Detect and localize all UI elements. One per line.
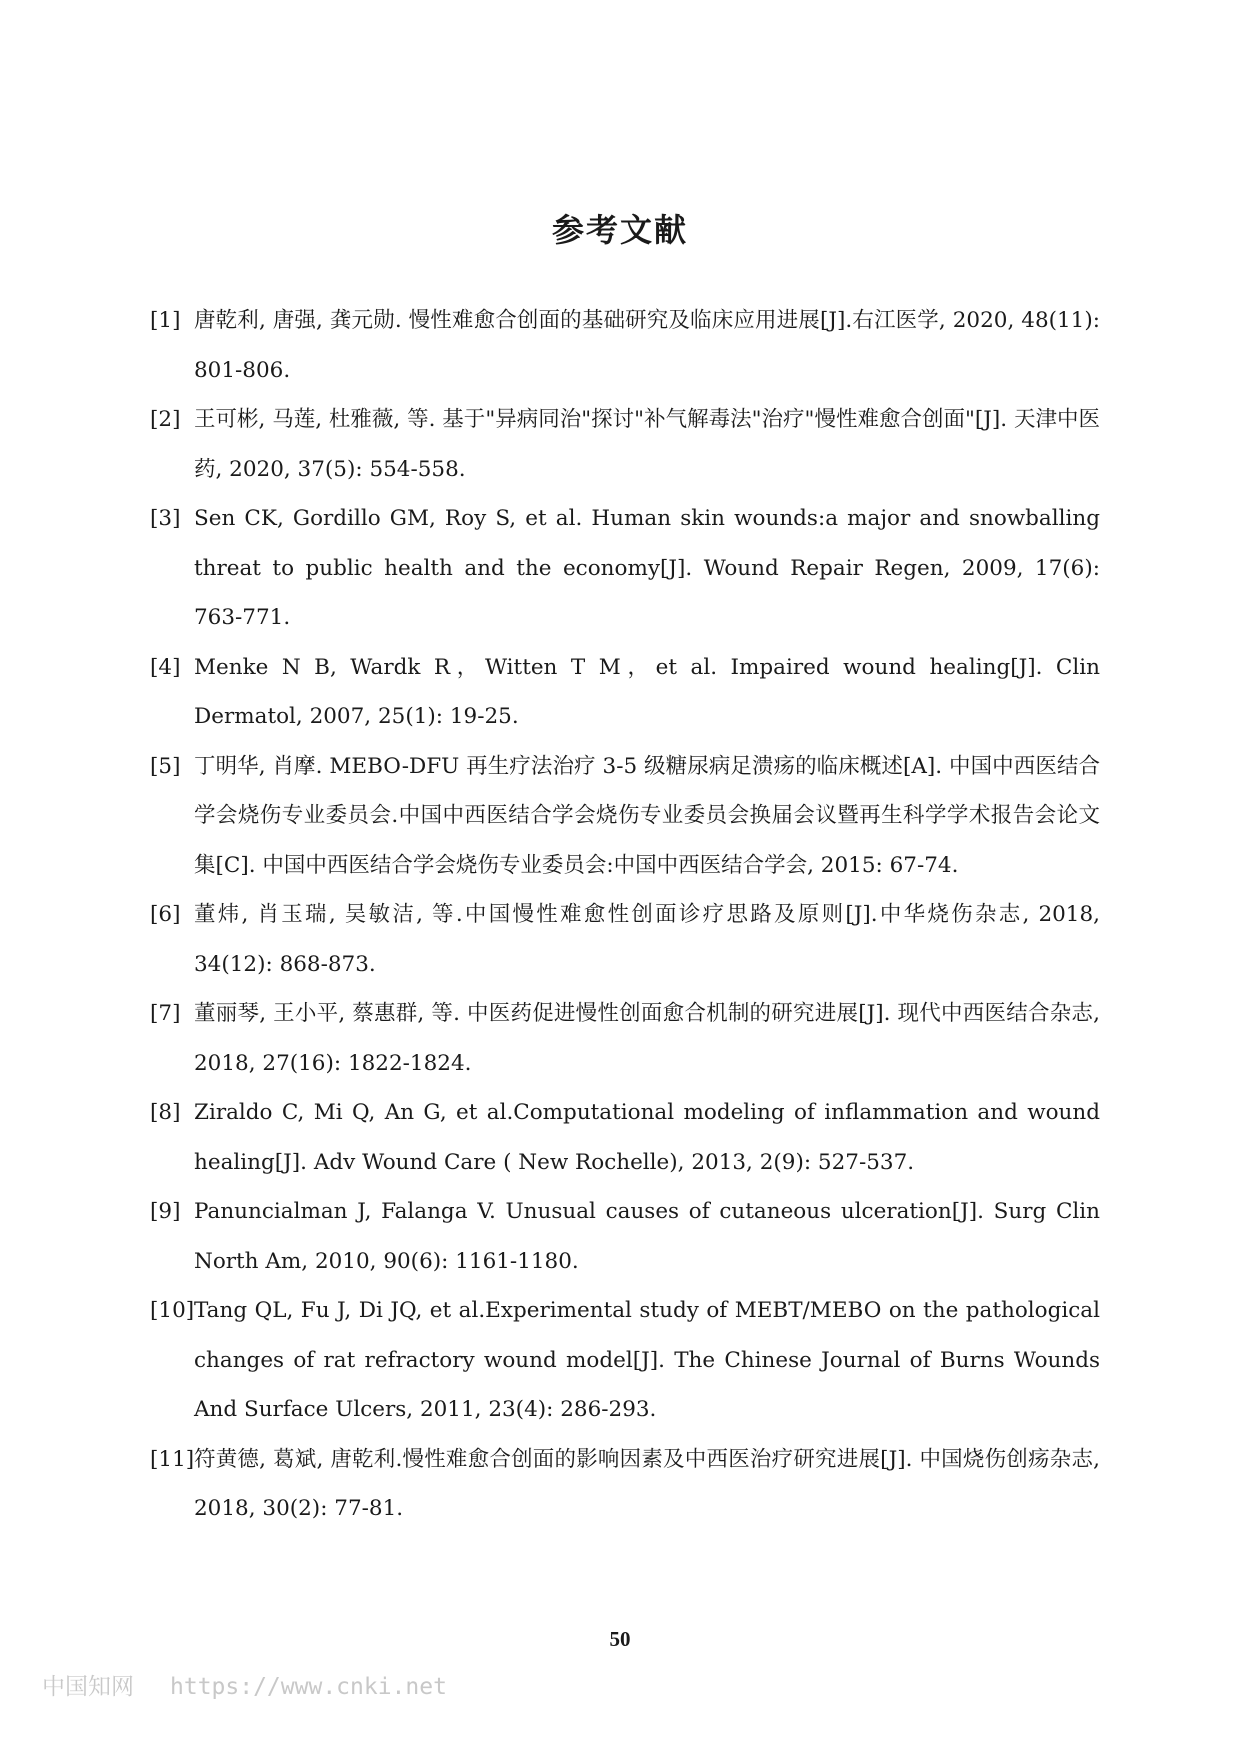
reference-number: [8]: [150, 1100, 181, 1125]
reference-item: [150, 1088, 1100, 1187]
reference-list: [150, 296, 1100, 1534]
reference-text: Tang QL, Fu J, Di JQ, et al.Experimental study of MEBT/MEBO on the pathological changes of rat refractory wound model[J]. The Chinese Journal of Burns Wounds And Surface Ulcers, 2011, 23(4): 286-293.: [194, 1298, 1100, 1422]
reference-number: [10]: [150, 1298, 195, 1323]
watermark-brand: 中国知网: [42, 1674, 134, 1700]
reference-text: 王可彬, 马莲, 杜雅薇, 等. 基于"异病同治"探讨"补气解毒法"治疗"慢性难愈合创面"[J]. 天津中医药, 2020, 37(5): 554-558.: [194, 407, 1100, 482]
reference-text: 符黄德, 葛斌, 唐乾利.慢性难愈合创面的影响因素及中西医治疗研究进展[J]. 中国烧伤创疡杂志, 2018, 30(2): 77-81.: [194, 1446, 1100, 1521]
reference-number: [7]: [150, 1001, 181, 1026]
reference-item: [150, 742, 1100, 891]
reference-item: [150, 296, 1100, 395]
reference-text: Ziraldo C, Mi Q, An G, et al.Computational modeling of inflammation and wound healing[J]. Adv Wound Care ( New Rochelle), 2013, 2(9): 527-537.: [194, 1100, 1100, 1175]
watermark-url: https://www.cnki.net: [170, 1674, 447, 1700]
reference-number: [5]: [150, 753, 181, 779]
reference-text: 丁明华, 肖摩. MEBO-DFU 再生疗法治疗 3-5 级糖尿病足溃疡的临床概述[A]. 中国中西医结合学会烧伤专业委员会.中国中西医结合学会烧伤专业委员会换届会议暨再生科学学术报告会论文集[C]. 中国中西医结合学会烧伤专业委员会:中国中西医结合学会, 2015: 67-74.: [194, 753, 1100, 878]
page-title: 参考文献: [551, 211, 688, 249]
reference-item: [150, 395, 1100, 494]
reference-item: [150, 1286, 1100, 1435]
page-number: 50: [609, 1627, 631, 1651]
reference-number: [3]: [150, 506, 181, 531]
reference-text: 董炜, 肖玉瑞, 吴敏洁, 等.中国慢性难愈性创面诊疗思路及原则[J].中华烧伤杂志, 2018, 34(12): 868-873.: [194, 902, 1100, 977]
reference-number: [9]: [150, 1199, 181, 1224]
reference-text: Panuncialman J, Falanga V. Unusual causes of cutaneous ulceration[J]. Surg Clin North Am, 2010, 90(6): 1161-1180.: [194, 1199, 1100, 1274]
reference-number: [2]: [150, 407, 181, 432]
reference-item: [150, 494, 1100, 643]
reference-item: [150, 643, 1100, 742]
watermark: [42, 1668, 447, 1701]
reference-number: [1]: [150, 308, 181, 333]
reference-number: [4]: [150, 654, 181, 680]
reference-number: [6]: [150, 902, 181, 927]
reference-number: [11]: [150, 1446, 195, 1472]
reference-text: Menke N B, Wardk R，Witten T M，et al. Impaired wound healing[J]. Clin Dermatol, 2007, 25(1): 19-25.: [194, 654, 1100, 729]
reference-item: [150, 1187, 1100, 1286]
reference-text: 董丽琴, 王小平, 蔡惠群, 等. 中医药促进慢性创面愈合机制的研究进展[J]. 现代中西医结合杂志, 2018, 27(16): 1822-1824.: [194, 1001, 1100, 1076]
reference-text: 唐乾利, 唐强, 龚元勋. 慢性难愈合创面的基础研究及临床应用进展[J].右江医学, 2020, 48(11): 801-806.: [194, 308, 1100, 383]
reference-item: [150, 1435, 1100, 1534]
reference-text: Sen CK, Gordillo GM, Roy S, et al. Human skin wounds:a major and snowballing threat to public health and the economy[J]. Wound Repair Regen, 2009, 17(6): 763-771.: [194, 506, 1100, 630]
reference-item: [150, 989, 1100, 1088]
reference-item: [150, 890, 1100, 989]
